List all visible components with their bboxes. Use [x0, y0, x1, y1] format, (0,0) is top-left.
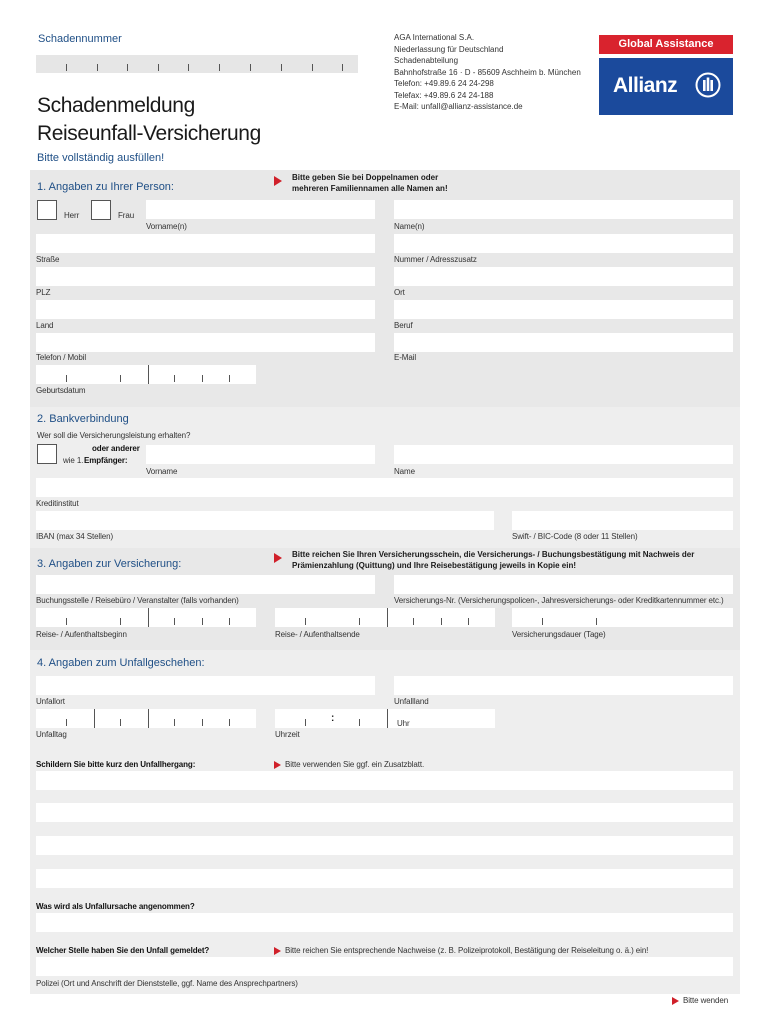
name-label: Name(n) — [394, 222, 425, 231]
versicherungsdauer-label: Versicherungsdauer (Tage) — [512, 630, 606, 639]
polizei-label: Polizei (Ort und Anschrift der Dienststelle, ggf. Name des Ansprechpartners) — [36, 979, 298, 988]
insurer-address — [394, 32, 581, 113]
note-line: Bitte reichen Sie Ihren Versicherungsschein, die Versicherungs- / Buchungsbestätigung mit Nachweis der — [292, 550, 695, 559]
beruf-field[interactable] — [394, 300, 733, 319]
frau-checkbox[interactable] — [91, 200, 111, 220]
note-arrow-icon — [274, 553, 282, 563]
wie1-label: wie 1. — [63, 456, 84, 465]
section-accident — [30, 650, 740, 994]
iban-field[interactable] — [36, 511, 494, 530]
uhrzeit-label: Uhrzeit — [275, 730, 300, 739]
strasse-field[interactable] — [36, 234, 375, 253]
swift-label: Swift- / BIC-Code (8 oder 11 Stellen) — [512, 532, 638, 541]
address-line: AGA International S.A. — [394, 33, 475, 42]
iban-label: IBAN (max 34 Stellen) — [36, 532, 114, 541]
recipient-question: Wer soll die Versicherungsleistung erhalten? — [37, 431, 191, 440]
vorname-label: Vorname(n) — [146, 222, 187, 231]
turn-page-arrow-icon — [672, 997, 679, 1005]
unfalltag-field[interactable] — [36, 709, 256, 728]
uhrzeit-field[interactable] — [275, 709, 495, 728]
fill-instruction: Bitte vollständig ausfüllen! — [37, 152, 165, 164]
bitte-wenden: Bitte wenden — [683, 996, 729, 1005]
unfallland-field[interactable] — [394, 676, 733, 695]
address-line: Bahnhofstraße 16 · D - 85609 Aschheim b. München — [394, 67, 581, 77]
claim-number-field[interactable] — [36, 55, 358, 73]
geburtsdatum-label: Geburtsdatum — [36, 386, 86, 395]
allianz-eagle-icon — [695, 72, 721, 98]
note-arrow-icon — [274, 947, 281, 955]
buchungsstelle-label: Buchungsstelle / Reisebüro / Veranstalter (falls vorhanden) — [36, 596, 239, 605]
note-line: mehreren Familiennamen alle Namen an! — [292, 184, 448, 193]
claim-number-label: Schadennummer — [38, 33, 122, 45]
ort-field[interactable] — [394, 267, 733, 286]
unfalltag-label: Unfalltag — [36, 730, 67, 739]
buchungsstelle-field[interactable] — [36, 575, 375, 594]
reiseende-field[interactable] — [275, 608, 495, 627]
time-separator: : — [331, 713, 335, 724]
land-label: Land — [36, 321, 54, 330]
address-line: Niederlassung für Deutschland — [394, 44, 504, 54]
email-field[interactable] — [394, 333, 733, 352]
section3-title: 3. Angaben zur Versicherung: — [37, 558, 182, 570]
unfallort-field[interactable] — [36, 676, 375, 695]
recipient-vorname-label: Vorname — [146, 467, 178, 476]
note-line: Bitte geben Sie bei Doppelnamen oder — [292, 173, 439, 182]
empfaenger-label: Empfänger: — [84, 456, 128, 465]
hergang-line-3[interactable] — [36, 836, 733, 855]
plz-field[interactable] — [36, 267, 375, 286]
hergang-line-1[interactable] — [36, 771, 733, 790]
kreditinstitut-field[interactable] — [36, 478, 733, 497]
note-line: Prämienzahlung (Quittung) und Ihre Reisebestätigung jeweils in Kopie ein! — [292, 561, 577, 570]
zusatzblatt-note: Bitte verwenden Sie ggf. ein Zusatzblatt. — [285, 760, 425, 769]
section2-title: 2. Bankverbindung — [37, 413, 129, 425]
telefon-label: Telefon / Mobil — [36, 353, 87, 362]
nachweise-note: Bitte reichen Sie entsprechende Nachweise (z. B. Polizeiprotokoll, Bestätigung der Reiseleitung o. ä.) ein! — [285, 946, 649, 955]
gemeldet-field[interactable] — [36, 957, 733, 976]
ursache-label: Was wird als Unfallursache angenommen? — [36, 902, 195, 911]
telefon-field[interactable] — [36, 333, 375, 352]
unfallort-label: Unfallort — [36, 697, 65, 706]
address-line: Telefon: +49.89.6 24 24-298 — [394, 79, 494, 88]
herr-checkbox[interactable] — [37, 200, 57, 220]
reisebeginn-label: Reise- / Aufenthaltsbeginn — [36, 630, 127, 639]
versicherungsdauer-field[interactable] — [512, 608, 733, 627]
allianz-wordmark: Allianz — [613, 74, 678, 97]
recipient-checkbox[interactable] — [37, 444, 57, 464]
frau-label: Frau — [118, 211, 135, 220]
address-line: Schadenabteilung — [394, 56, 459, 65]
beruf-label: Beruf — [394, 321, 413, 330]
uhr-label: Uhr — [397, 719, 410, 728]
versicherungsnr-label: Versicherungs-Nr. (Versicherungspolicen-, Jahresversicherungs- oder Kreditkartennummer etc.) — [394, 596, 724, 605]
address-line: Telefax: +49.89.6 24 24-188 — [394, 90, 494, 100]
name-field[interactable] — [394, 200, 733, 219]
form-title-line2: Reiseunfall-Versicherung — [37, 122, 261, 145]
nummer-field[interactable] — [394, 234, 733, 253]
nummer-label: Nummer / Adresszusatz — [394, 255, 477, 264]
reisebeginn-field[interactable] — [36, 608, 256, 627]
recipient-name-field[interactable] — [394, 445, 733, 464]
versicherungsnr-field[interactable] — [394, 575, 733, 594]
note-arrow-icon — [274, 761, 281, 769]
other-recipient-label: oder anderer — [92, 444, 140, 453]
plz-label: PLZ — [36, 288, 51, 297]
unfallland-label: Unfallland — [394, 697, 429, 706]
gemeldet-label: Welcher Stelle haben Sie den Unfall gemeldet? — [36, 946, 210, 955]
recipient-name-label: Name — [394, 467, 415, 476]
section1-note — [292, 172, 448, 194]
geburtsdatum-field[interactable] — [36, 365, 256, 384]
section3-note — [292, 549, 694, 571]
recipient-vorname-field[interactable] — [146, 445, 375, 464]
vorname-field[interactable] — [146, 200, 375, 219]
strasse-label: Straße — [36, 255, 60, 264]
reiseende-label: Reise- / Aufenthaltsende — [275, 630, 360, 639]
herr-label: Herr — [64, 211, 80, 220]
form-title-line1: Schadenmeldung — [37, 94, 195, 117]
kreditinstitut-label: Kreditinstitut — [36, 499, 79, 508]
hergang-line-2[interactable] — [36, 803, 733, 822]
email-label: E-Mail — [394, 353, 417, 362]
hergang-line-4[interactable] — [36, 869, 733, 888]
hergang-label: Schildern Sie bitte kurz den Unfallhergang: — [36, 760, 196, 769]
section1-title: 1. Angaben zu Ihrer Person: — [37, 181, 174, 193]
ort-label: Ort — [394, 288, 405, 297]
swift-field[interactable] — [512, 511, 733, 530]
section4-title: 4. Angaben zum Unfallgeschehen: — [37, 657, 205, 669]
note-arrow-icon — [274, 176, 282, 186]
allianz-logo — [599, 58, 733, 115]
global-assistance-banner: Global Assistance — [599, 35, 733, 54]
address-line: E-Mail: unfall@allianz-assistance.de — [394, 102, 523, 111]
ursache-field[interactable] — [36, 913, 733, 932]
land-field[interactable] — [36, 300, 375, 319]
